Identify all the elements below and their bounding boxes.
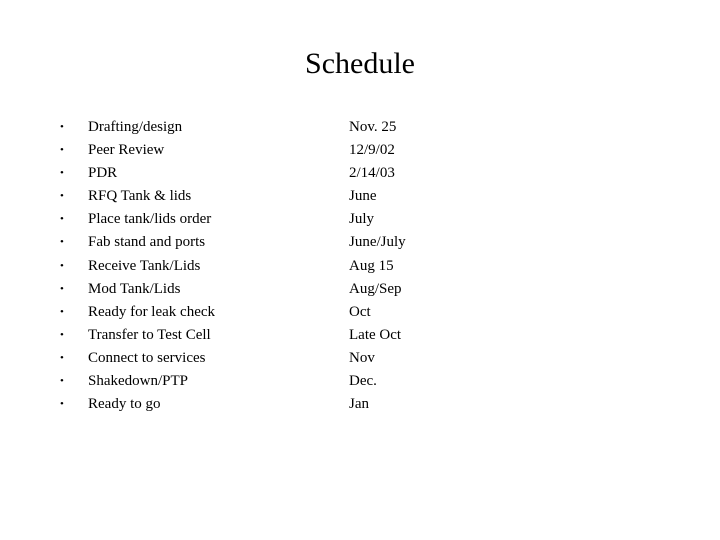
task-label: PDR	[88, 165, 118, 182]
schedule-item	[0, 162, 720, 185]
bullet-icon: •	[60, 305, 64, 318]
schedule-item	[0, 185, 720, 208]
bullet-icon: •	[60, 282, 64, 295]
bullet-icon: •	[60, 121, 64, 133]
bullet-icon: •	[60, 213, 64, 226]
task-label: Ready to go	[88, 396, 161, 413]
bullet-icon: •	[60, 375, 64, 388]
task-date: Jan	[349, 396, 369, 413]
task-date: Nov	[349, 349, 375, 366]
task-date: June/July	[349, 234, 406, 251]
schedule-item	[0, 208, 720, 231]
task-date: June	[349, 188, 377, 205]
schedule-item	[0, 255, 720, 278]
task-label: Drafting/design	[88, 119, 183, 135]
task-label: Place tank/lids order	[88, 211, 212, 228]
bullet-icon: •	[60, 190, 64, 203]
bullet-icon: •	[60, 167, 64, 180]
task-date: July	[349, 211, 375, 228]
task-label: Transfer to Test Cell	[88, 326, 211, 343]
task-date: Dec.	[349, 373, 377, 390]
task-label: Fab stand and ports	[88, 234, 206, 251]
task-label: Shakedown/PTP	[88, 373, 189, 390]
task-date: Aug 15	[349, 257, 394, 274]
bullet-icon: •	[60, 351, 64, 364]
schedule-item	[0, 347, 720, 370]
task-label: Peer Review	[88, 142, 165, 159]
schedule-item	[0, 370, 720, 393]
schedule-item	[0, 278, 720, 301]
schedule-list	[0, 116, 720, 416]
task-date: Oct	[349, 303, 371, 320]
schedule-item	[0, 139, 720, 162]
bullet-icon: •	[60, 144, 64, 157]
task-date: 2/14/03	[349, 165, 395, 182]
task-date: Nov. 25	[349, 119, 397, 135]
schedule-item	[0, 231, 720, 254]
task-label: Ready for leak check	[88, 303, 216, 320]
bullet-icon: •	[60, 328, 64, 341]
slide-title: Schedule	[305, 47, 415, 80]
bullet-icon: •	[60, 236, 64, 249]
task-label: RFQ Tank & lids	[88, 188, 192, 205]
bullet-icon: •	[60, 398, 64, 411]
schedule-item	[0, 116, 720, 139]
schedule-item	[0, 301, 720, 324]
schedule-item	[0, 393, 720, 416]
task-label: Mod Tank/Lids	[88, 280, 181, 297]
bullet-icon: •	[60, 259, 64, 272]
task-label: Connect to services	[88, 349, 206, 366]
task-date: 12/9/02	[349, 142, 395, 159]
task-date: Late Oct	[349, 326, 402, 343]
schedule-item	[0, 324, 720, 347]
task-date: Aug/Sep	[349, 280, 402, 297]
task-label: Receive Tank/Lids	[88, 257, 201, 274]
